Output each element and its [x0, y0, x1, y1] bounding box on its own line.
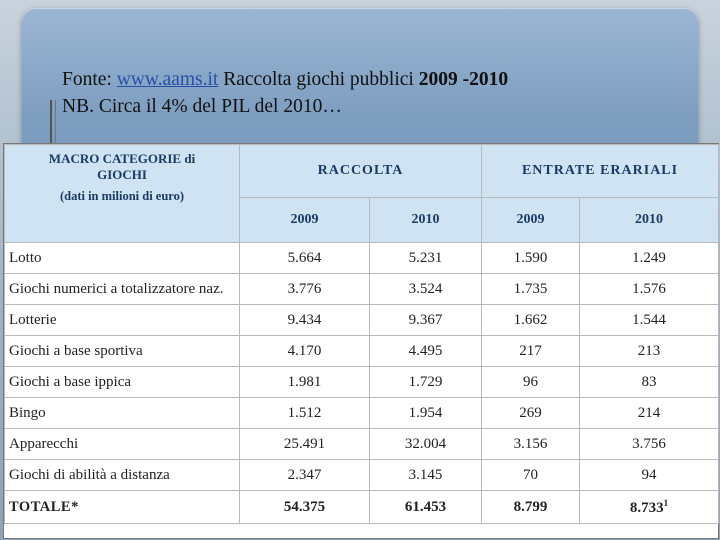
- total-footnote-marker: 1: [663, 497, 669, 508]
- cell-entrate-2010: 94: [580, 460, 719, 491]
- cell-entrate-2010: 83: [580, 367, 719, 398]
- cell-raccolta-2010: 3.524: [370, 274, 482, 305]
- table-row: [5, 274, 719, 305]
- table-row: [5, 367, 719, 398]
- games-table: [4, 144, 719, 524]
- cell-raccolta-2009: 3.776: [240, 274, 370, 305]
- left-rule: [50, 100, 52, 146]
- row-label: Giochi numerici a totalizzatore naz.: [5, 274, 240, 305]
- table-row: [5, 336, 719, 367]
- cell-raccolta-2009: 9.434: [240, 305, 370, 336]
- header-year-entrate-2009: 2009: [482, 198, 580, 243]
- header-year-raccolta-2010: 2010: [370, 198, 482, 243]
- source-years: 2009 -2010: [418, 69, 509, 90]
- source-prefix: Fonte:: [62, 69, 117, 90]
- cell-raccolta-2009: 25.491: [240, 429, 370, 460]
- cell-raccolta-2010: 1.729: [370, 367, 482, 398]
- cell-entrate-2010: 3.756: [580, 429, 719, 460]
- cell-entrate-2010: 214: [580, 398, 719, 429]
- row-label: Apparecchi: [5, 429, 240, 460]
- header-macro-line1: MACRO CATEGORIE di: [48, 151, 196, 166]
- total-entrate-2010: 8.733: [629, 499, 664, 516]
- cell-raccolta-2010: 4.495: [370, 336, 482, 367]
- row-label: Bingo: [5, 398, 240, 429]
- total-entrate-2010-cell: [580, 491, 719, 524]
- cell-raccolta-2010: 1.954: [370, 398, 482, 429]
- cell-raccolta-2009: 4.170: [240, 336, 370, 367]
- cell-raccolta-2010: 32.004: [370, 429, 482, 460]
- header-macro-categories: [5, 145, 240, 243]
- cell-entrate-2010: 1.249: [580, 243, 719, 274]
- total-raccolta-2009: 54.375: [240, 491, 370, 524]
- cell-raccolta-2009: 2.347: [240, 460, 370, 491]
- total-raccolta-2010: 61.453: [370, 491, 482, 524]
- cell-raccolta-2009: 1.981: [240, 367, 370, 398]
- cell-entrate-2009: 1.735: [482, 274, 580, 305]
- cell-entrate-2009: 70: [482, 460, 580, 491]
- header-year-entrate-2010: 2010: [580, 198, 719, 243]
- total-label: TOTALE*: [5, 491, 240, 524]
- cell-entrate-2009: 3.156: [482, 429, 580, 460]
- source-line: [62, 66, 702, 93]
- table-row: [5, 460, 719, 491]
- row-label: Giochi di abilità a distanza: [5, 460, 240, 491]
- source-link[interactable]: www.aams.it: [116, 69, 219, 90]
- cell-entrate-2009: 217: [482, 336, 580, 367]
- source-caption: [62, 66, 702, 120]
- header-entrate-erariali: ENTRATE ERARIALI: [482, 145, 719, 198]
- total-row: [5, 491, 719, 524]
- total-entrate-2009: 8.799: [482, 491, 580, 524]
- table-row: [5, 429, 719, 460]
- note-line: NB. Circa il 4% del PIL del 2010…: [62, 96, 342, 117]
- header-year-raccolta-2009: 2009: [240, 198, 370, 243]
- cell-entrate-2009: 269: [482, 398, 580, 429]
- cell-raccolta-2010: 9.367: [370, 305, 482, 336]
- cell-raccolta-2009: 5.664: [240, 243, 370, 274]
- row-label: Giochi a base sportiva: [5, 336, 240, 367]
- row-label: Lotto: [5, 243, 240, 274]
- cell-entrate-2009: 1.662: [482, 305, 580, 336]
- cell-entrate-2009: 1.590: [482, 243, 580, 274]
- cell-raccolta-2010: 3.145: [370, 460, 482, 491]
- cell-entrate-2010: 1.544: [580, 305, 719, 336]
- cell-raccolta-2010: 5.231: [370, 243, 482, 274]
- table-row: [5, 398, 719, 429]
- cell-entrate-2010: 213: [580, 336, 719, 367]
- cell-raccolta-2009: 1.512: [240, 398, 370, 429]
- header-macro-line2: GIOCHI: [97, 167, 147, 182]
- cell-entrate-2010: 1.576: [580, 274, 719, 305]
- row-label: Lotterie: [5, 305, 240, 336]
- table-row: [5, 305, 719, 336]
- games-table-container: [3, 143, 719, 539]
- source-middle: Raccolta giochi pubblici: [218, 69, 419, 90]
- table-row: [5, 243, 719, 274]
- left-rule-thin: [55, 100, 56, 146]
- header-macro-sub: (dati in milioni di euro): [59, 189, 185, 203]
- header-raccolta: RACCOLTA: [240, 145, 482, 198]
- row-label: Giochi a base ippica: [5, 367, 240, 398]
- cell-entrate-2009: 96: [482, 367, 580, 398]
